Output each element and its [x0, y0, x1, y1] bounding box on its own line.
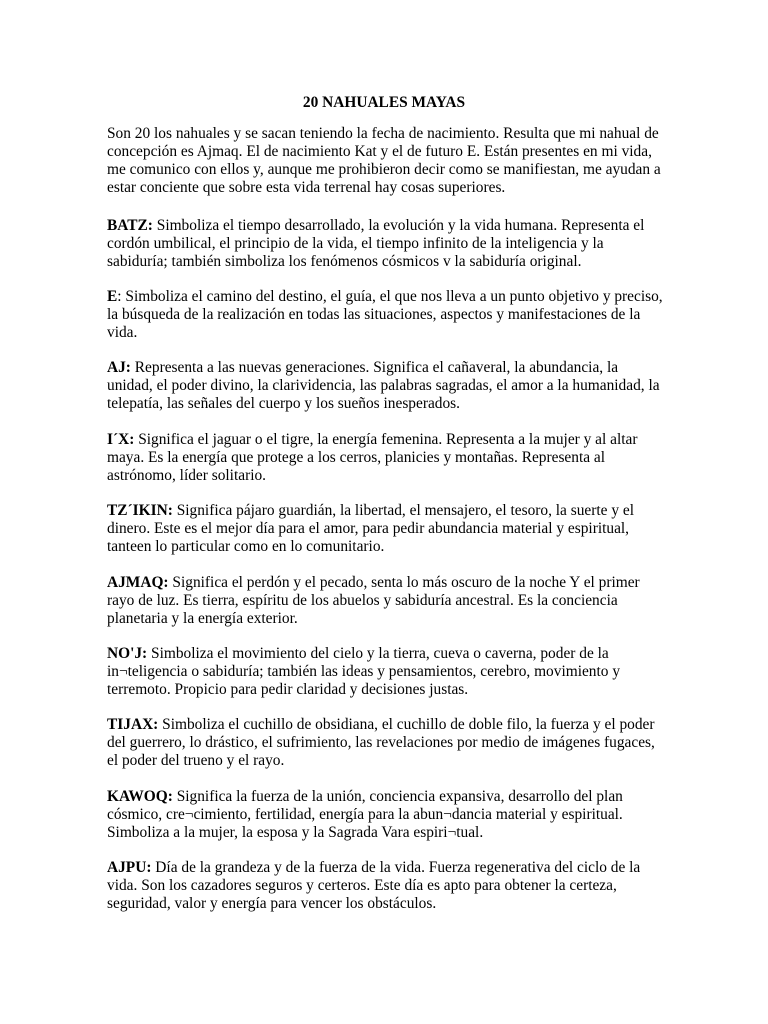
entry-term: AJ: — [107, 359, 131, 376]
entry-kawoq — [107, 788, 663, 842]
entry-ajmaq — [107, 574, 663, 628]
entry-text: Simboliza el tiempo desarrollado, la evolución y la vida humana. Representa el cordón umbilical, el principio de la vida, el tiempo infinito de la inteligencia y la sabiduría; también simboliza los fenómenos cósmicos v la sabiduría original. — [107, 217, 645, 270]
entry-e — [107, 288, 663, 342]
entry-text: Significa pájaro guardián, la libertad, el mensajero, el tesoro, la suerte y el dinero. Este es el mejor día para el amor, para pedir abundancia material y espiritual, tanteen lo particular como en lo comunitario. — [107, 502, 634, 555]
entry-text: Significa el jaguar o el tigre, la energía femenina. Representa a la mujer y al altar maya. Es la energía que protege a los cerros, planicies y montañas. Representa al astrónomo, líder solitario. — [107, 431, 638, 484]
document-title: 20 NAHUALES MAYAS — [302, 94, 466, 111]
entry-text: Simboliza el movimiento del cielo y la tierra, cueva o caverna, poder de la in¬teligencia o sabiduría; también las ideas y pensamientos, cerebro, movimiento y terremoto. Propicio para pedir claridad y decisiones justas. — [107, 645, 621, 698]
entry-term: KAWOQ: — [107, 788, 173, 805]
entry-term: TZ´IKIN: — [107, 502, 173, 519]
entry-batz — [107, 217, 663, 271]
intro-paragraph: Son 20 los nahuales y se sacan teniendo la fecha de nacimiento. Resulta que mi nahual de concepción es Ajmaq. El de nacimiento Kat y el de futuro E. Están presentes en mi vida, me comunico con ellos y, aunque me prohibieron decir como se manifiestan, me ayudan a estar conciente que sobre esta vida terrenal hay cosas superiores. — [107, 125, 661, 196]
entry-term: TIJAX: — [107, 716, 159, 733]
entry-tijax — [107, 716, 663, 770]
entry-term: AJPU: — [107, 859, 152, 876]
entry-text: Día de la grandeza y de la fuerza de la vida. Fuerza regenerativa del ciclo de la vida. Son los cazadores seguros y certeros. Este día es apto para obtener la certeza, seguridad, valor y energía para vencer los obstáculos. — [107, 859, 641, 912]
entry-noj — [107, 645, 663, 699]
entry-text: Significa el perdón y el pecado, senta lo más oscuro de la noche Y el primer rayo de luz. Es tierra, espíritu de los abuelos y sabiduría ancestral. Es la conciencia planetaria y la energía exterior. — [107, 574, 640, 627]
entry-ix — [107, 431, 663, 485]
entry-tzikin — [107, 502, 663, 556]
entry-text: : Simboliza el camino del destino, el guía, el que nos lleva a un punto objetivo y preciso, la búsqueda de la realización en todas las situaciones, aspectos y manifestaciones de la vida. — [107, 288, 663, 341]
entry-term: I´X: — [107, 431, 135, 448]
entry-term: E — [107, 288, 118, 305]
entry-text: Simboliza el cuchillo de obsidiana, el cuchillo de doble filo, la fuerza y el poder del guerrero, lo drástico, el sufrimiento, las revelaciones por medio de imágenes fugaces, el poder del trueno y el rayo. — [107, 716, 655, 769]
entry-term: BATZ: — [107, 217, 153, 234]
entry-text: Representa a las nuevas generaciones. Significa el cañaveral, la abundancia, la unidad, el poder divino, la clarividencia, las palabras sagradas, el amor a la humanidad, la telepatía, las señales del cuerpo y los sueños inesperados. — [107, 359, 660, 412]
entry-term: NO'J: — [107, 645, 148, 662]
entry-text: Significa la fuerza de la unión, conciencia expansiva, desarrollo del plan cósmico, cre¬cimiento, fertilidad, energía para la abun¬dancia material y espiritual. Simboliza a la mujer, la esposa y la Sagrada Vara espiri¬tual. — [107, 788, 623, 841]
entry-term: AJMAQ: — [107, 574, 169, 591]
entry-ajpu — [107, 859, 663, 913]
entry-aj — [107, 359, 663, 413]
